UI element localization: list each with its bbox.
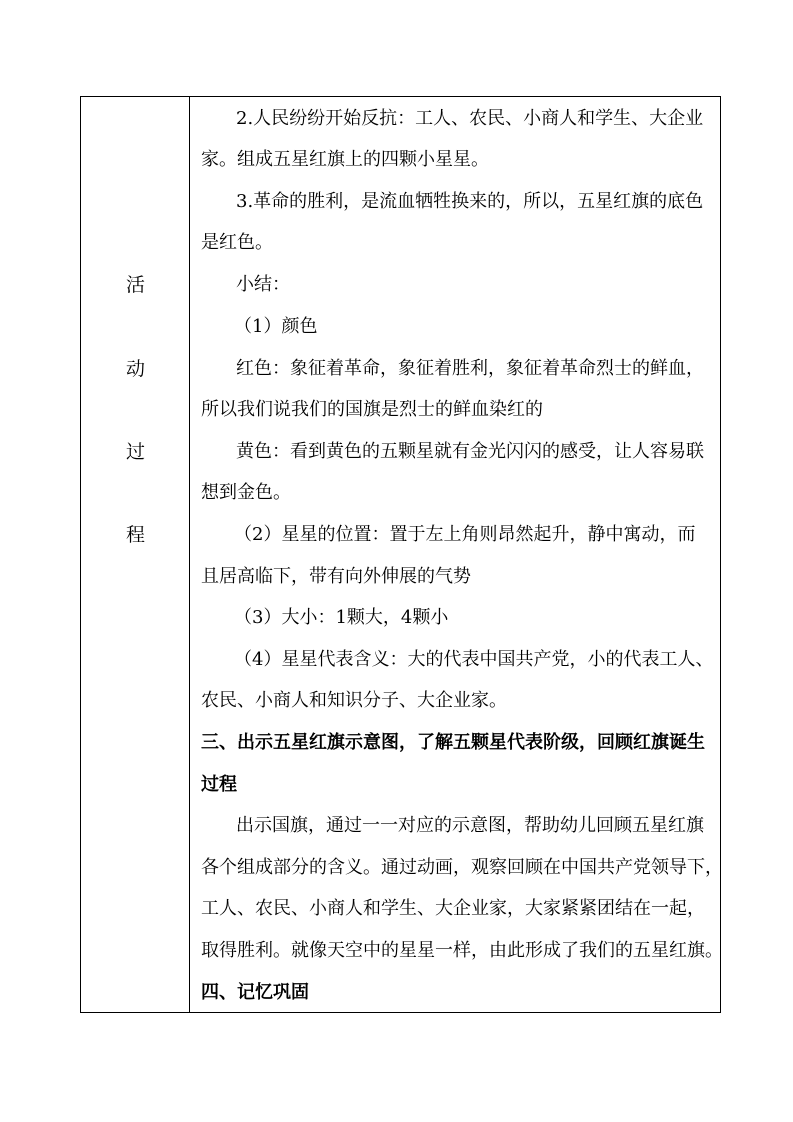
label-char: 动 bbox=[125, 358, 145, 380]
paragraph-line: 取得胜利。就像天空中的星星一样，由此形成了我们的五星红旗。 bbox=[201, 940, 723, 961]
label-char: 活 bbox=[125, 274, 145, 296]
paragraph-line: 是红色。 bbox=[201, 232, 273, 253]
paragraph-line: 小结： bbox=[236, 274, 290, 295]
paragraph-line: 红色：象征着革命，象征着胜利，象征着革命烈士的鲜血， bbox=[236, 358, 704, 379]
paragraph-line: 2.人民纷纷开始反抗：工人、农民、小商人和学生、大企业 bbox=[236, 108, 704, 129]
paragraph-line: （3）大小：1颗大，4颗小 bbox=[234, 607, 449, 628]
paragraph-line: 3.革命的胜利，是流血牺牲换来的，所以，五星红旗的底色 bbox=[236, 191, 704, 212]
paragraph-line: 所以我们说我们的国旗是烈士的鲜血染红的 bbox=[201, 399, 543, 420]
paragraph-line: （2）星星的位置：置于左上角则昂然起升，静中寓动，而 bbox=[234, 524, 696, 545]
paragraph-line: （1）颜色 bbox=[234, 316, 318, 337]
section-heading: 四、记忆巩固 bbox=[201, 982, 309, 1003]
activity-table bbox=[80, 96, 721, 1013]
section-heading: 过程 bbox=[201, 774, 237, 795]
paragraph-line: 想到金色。 bbox=[201, 482, 291, 503]
paragraph-line: 黄色：看到黄色的五颗星就有金光闪闪的感受，让人容易联 bbox=[236, 441, 704, 462]
paragraph-line: 工人、农民、小商人和学生、大企业家，大家紧紧团结在一起， bbox=[201, 898, 705, 919]
paragraph-line: （4）星星代表含义：大的代表中国共产党，小的代表工人、 bbox=[234, 649, 714, 670]
activity-label-cell bbox=[81, 97, 190, 1012]
paragraph-line: 农民、小商人和知识分子、大企业家。 bbox=[201, 690, 507, 711]
paragraph-line: 出示国旗，通过一一对应的示意图，帮助幼儿回顾五星红旗 bbox=[236, 815, 704, 836]
paragraph-line: 各个组成部分的含义。通过动画，观察回顾在中国共产党领导下， bbox=[201, 857, 723, 878]
paragraph-line: 且居高临下，带有向外伸展的气势 bbox=[201, 566, 471, 587]
label-char: 程 bbox=[125, 524, 145, 546]
label-char: 过 bbox=[125, 441, 145, 463]
activity-content-cell bbox=[191, 97, 721, 1012]
section-heading: 三、出示五星红旗示意图，了解五颗星代表阶级，回顾红旗诞生 bbox=[201, 732, 705, 753]
paragraph-line: 家。组成五星红旗上的四颗小星星。 bbox=[201, 149, 489, 170]
